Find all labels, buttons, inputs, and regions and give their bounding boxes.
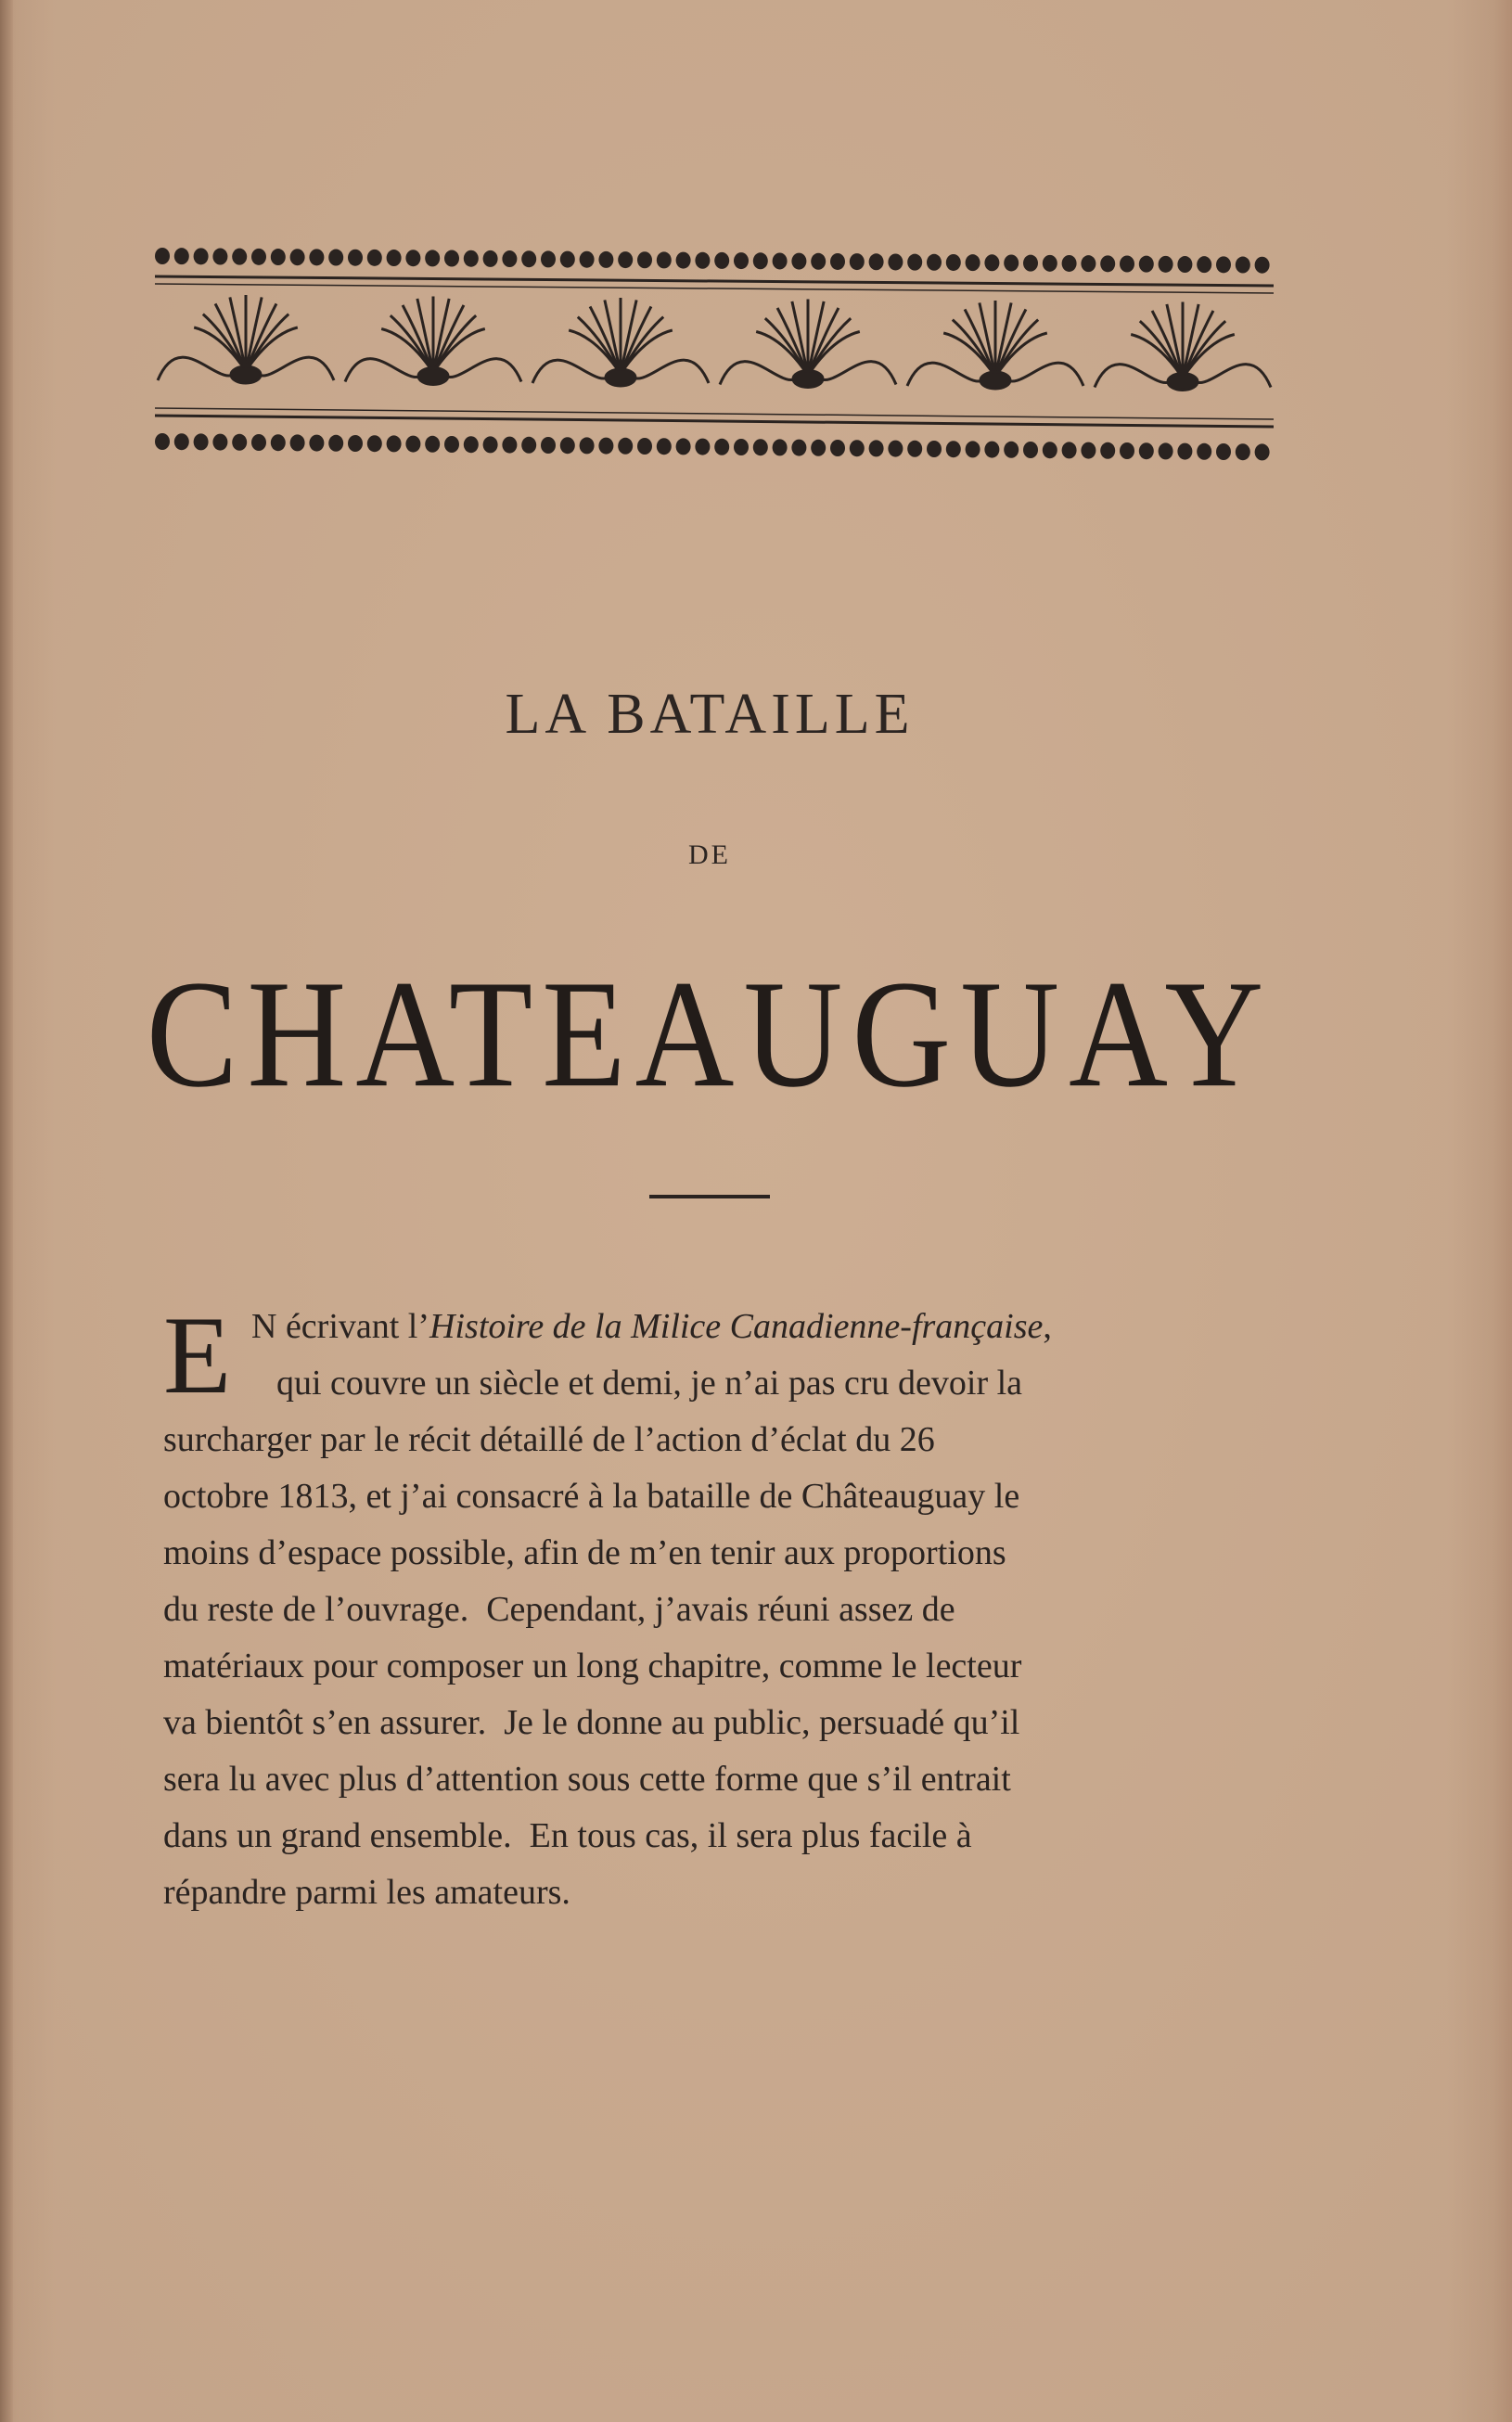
intro-paragraph bbox=[163, 1293, 1258, 1921]
paragraph-line-2-text: qui couvre un siècle et demi, je n’ai pas cru devoir la bbox=[276, 1364, 1023, 1403]
paragraph-line-9 bbox=[163, 1751, 1258, 1808]
decorative-headpiece-ornament bbox=[153, 243, 1275, 477]
paragraph-line-6 bbox=[163, 1582, 1258, 1638]
paragraph-line-8-text: va bientôt s’en assurer. Je le donne au public, persuadé qu’il bbox=[163, 1703, 1020, 1742]
line-1-end: , bbox=[1043, 1307, 1052, 1346]
page-binding-edge bbox=[0, 0, 13, 2422]
paragraph-line-3-text: surcharger par le récit détaillé de l’action d’éclat du 26 bbox=[163, 1420, 935, 1459]
paragraph-line-10-text: dans un grand ensemble. En tous cas, il sera plus facile à bbox=[163, 1816, 972, 1855]
paragraph-line-4 bbox=[163, 1468, 1258, 1525]
paragraph-line-5-text: moins d’espace possible, afin de m’en tenir aux proportions bbox=[163, 1533, 1006, 1572]
paragraph-line-4-text: octobre 1813, et j’ai consacré à la bataille de Châteauguay le bbox=[163, 1477, 1020, 1516]
paragraph-line-1 bbox=[163, 1299, 1258, 1355]
book-title-italic: Histoire de la Milice Canadienne-française bbox=[429, 1307, 1044, 1346]
paragraph-line-3 bbox=[163, 1412, 1258, 1468]
paragraph-line-7-text: matériaux pour composer un long chapitre, comme le lecteur bbox=[163, 1647, 1022, 1685]
drop-cap-letter: E bbox=[163, 1293, 232, 1416]
line-1-start: N écrivant l’ bbox=[251, 1307, 430, 1346]
paragraph-line-11 bbox=[163, 1865, 1258, 1921]
paragraph-line-7 bbox=[163, 1638, 1258, 1695]
paragraph-line-6-text: du reste de l’ouvrage. Cependant, j’avais réuni assez de bbox=[163, 1590, 955, 1629]
title-line-de: DE bbox=[688, 839, 731, 870]
paragraph-line-5 bbox=[163, 1525, 1258, 1582]
title-divider-rule bbox=[649, 1195, 770, 1198]
paragraph-line-10 bbox=[163, 1808, 1258, 1865]
title-line-la-bataille: LA BATAILLE bbox=[505, 683, 915, 746]
title-line-chateauguay: CHATEAUGUAY bbox=[146, 949, 1274, 1121]
paragraph-line-9-text: sera lu avec plus d’attention sous cette forme que s’il entrait bbox=[163, 1760, 1011, 1799]
paragraph-line-2 bbox=[163, 1355, 1258, 1412]
paragraph-line-11-text: répandre parmi les amateurs. bbox=[163, 1873, 570, 1912]
paragraph-line-8 bbox=[163, 1695, 1258, 1751]
